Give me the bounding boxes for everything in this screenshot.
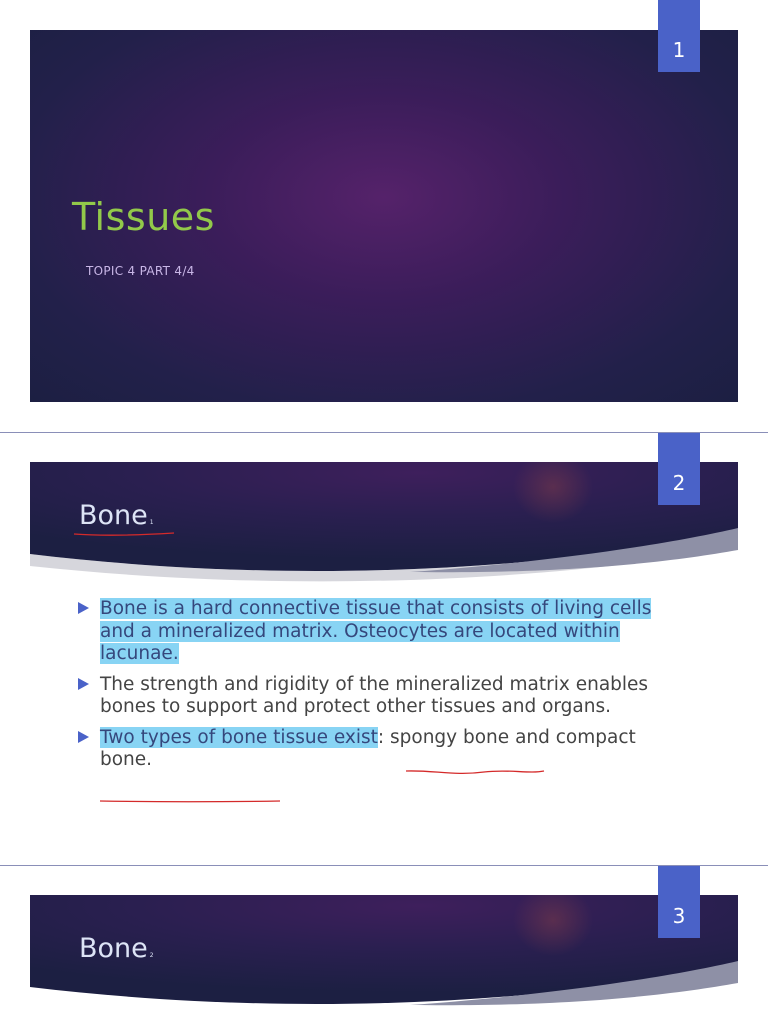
bullet-item <box>78 674 678 719</box>
page-number: 2 <box>672 471 686 495</box>
bullet-item <box>78 727 678 772</box>
page-number-badge <box>658 0 700 72</box>
bullet-list <box>78 598 678 780</box>
handwritten-underline-annotation <box>98 796 288 806</box>
title-underline-annotation <box>72 529 182 539</box>
page-separator <box>0 432 768 433</box>
page-separator <box>0 865 768 866</box>
underlined-text: pongy bone <box>399 726 516 748</box>
slide-title <box>79 500 154 531</box>
page-number: 1 <box>672 38 686 62</box>
bullet-item <box>78 598 678 666</box>
page-number-badge <box>658 866 700 938</box>
slide-title <box>79 933 154 964</box>
bullet-text: and compact bone. <box>100 726 636 770</box>
slide-title-footnote: 2 <box>149 952 154 959</box>
slide-title-text: Bone <box>79 500 148 531</box>
bullet-text: The strength and rigidity of the mineralized matrix enables bones to support and protect other tissues and organs. <box>100 673 649 717</box>
bullet-text: : s <box>377 726 400 748</box>
slide-title: Tissues <box>72 195 215 239</box>
slide-title-footnote: 1 <box>149 519 154 526</box>
slide-subtitle: TOPIC 4 PART 4/4 <box>86 264 195 278</box>
highlighted-text: Two types of bone tissue exist <box>100 726 378 748</box>
page-number: 3 <box>672 904 686 928</box>
highlighted-text: Bone is a hard connective tissue that consists of living cells and a mineralized matrix. Osteocytes are located within lacunae. <box>100 598 652 664</box>
bullet-arrow-icon <box>78 678 89 690</box>
page-number-badge <box>658 433 700 505</box>
bullet-arrow-icon <box>78 731 89 743</box>
slide-title-text: Bone <box>79 933 148 964</box>
handwritten-underline-annotation <box>404 767 564 777</box>
bullet-arrow-icon <box>78 602 89 614</box>
